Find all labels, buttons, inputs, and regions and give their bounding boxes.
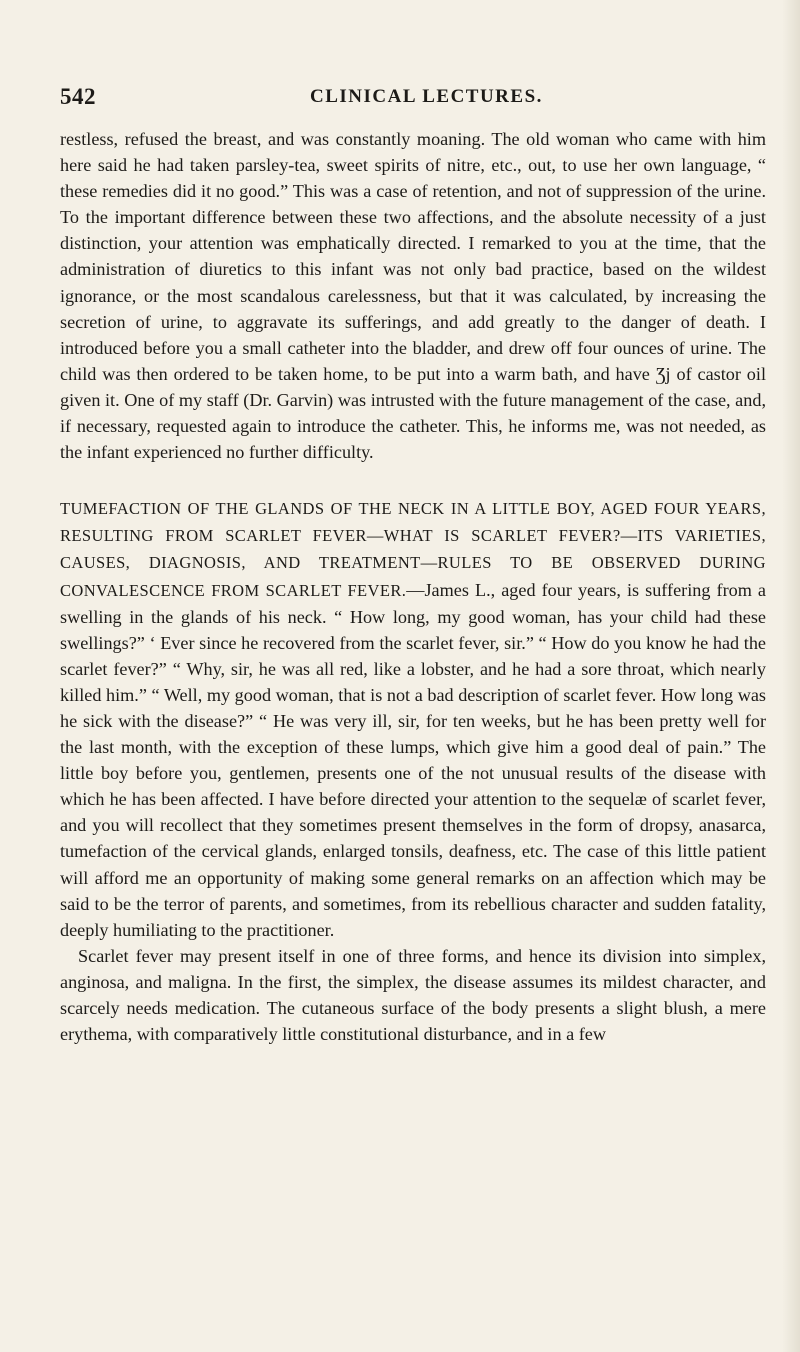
body-text <box>60 126 766 1047</box>
page-edge-shadow <box>782 0 800 1352</box>
page-number: 542 <box>60 84 96 109</box>
section-paragraph <box>60 495 766 943</box>
section-start <box>60 495 766 943</box>
running-title: CLINICAL LECTURES. <box>310 86 543 107</box>
section-heading: TUMEFACTION OF THE GLANDS OF THE NECK IN A LITTLE BOY, AGED FOUR YEARS, RESULTING FROM SCARLET FEVER—WHAT IS SCARLET FEVER?—ITS VARIETIES, CAUSES, DIAGNOSIS, AND TREATMENT—RULES TO BE OBSERVED DURING CONVALESCENCE FROM SCARLET FEVER. <box>60 499 766 600</box>
paragraph-continued: restless, refused the breast, and was constantly moaning. The old woman who came with him here said he had taken parsley-tea, sweet spirits of nitre, etc., out, to use her own language, “ these remedies did it no good.” This was a case of retention, and not of suppression of the urine. To the important difference between these two affections, and the absolute necessity of a just distinction, your attention was emphatically directed. I remarked to you at the time, that the administration of diuretics to this infant was not only bad practice, based on the wildest ignorance, or the most scandalous carelessness, but that it was calculated, by increasing the secretion of urine, to aggravate its sufferings, and add greatly to the danger of death. I introduced before you a small catheter into the bladder, and drew off four ounces of urine. The child was then ordered to be taken home, to be put into a warm bath, and have Ʒj of castor oil given it. One of my staff (Dr. Garvin) was intrusted with the future management of the case, and, if necessary, requested again to introduce the catheter. This, he informs me, was not needed, as the infant experienced no further difficulty. <box>60 129 766 463</box>
running-header <box>60 84 740 114</box>
paragraph-scarlet-forms: Scarlet fever may present itself in one of three forms, and hence its division into simplex, anginosa, and maligna. In the first, the simplex, the disease assumes its mildest character, and scarcely needs medication. The cutaneous surface of the body presents a slight blush, a mere erythema, with comparatively little constitutional disturbance, and in a few <box>60 945 766 1045</box>
section-paragraph-body: —James L., aged four years, is suffering from a swelling in the glands of his neck. “ How long, my good woman, has your child had these swellings?” ‘ Ever since he recovered from the scarlet fever, sir.” “ How do you know he had the scarlet fever?” “ Why, sir, he was all red, like a lobster, and he had a sore throat, which nearly killed him.” “ Well, my good woman, that is not a bad description of scarlet fever. How long was he sick with the disease?” “ He was very ill, sir, for ten weeks, but he has been pretty well for the last month, with the exception of these lumps, which give him a good deal of pain.” The little boy before you, gentlemen, presents one of the not unusual results of the disease with which he has been affected. I have before directed your attention to the sequelæ of scarlet fever, and you will recollect that they sometimes present themselves in the form of dropsy, anasarca, tumefaction of the cervical glands, enlarged tonsils, deafness, etc. The case of this little patient will afford me an opportunity of making some general remarks on an affection which may be said to be the terror of parents, and sometimes, from its rebellious character and sudden fatality, deeply humiliating to the practitioner. <box>60 579 766 940</box>
